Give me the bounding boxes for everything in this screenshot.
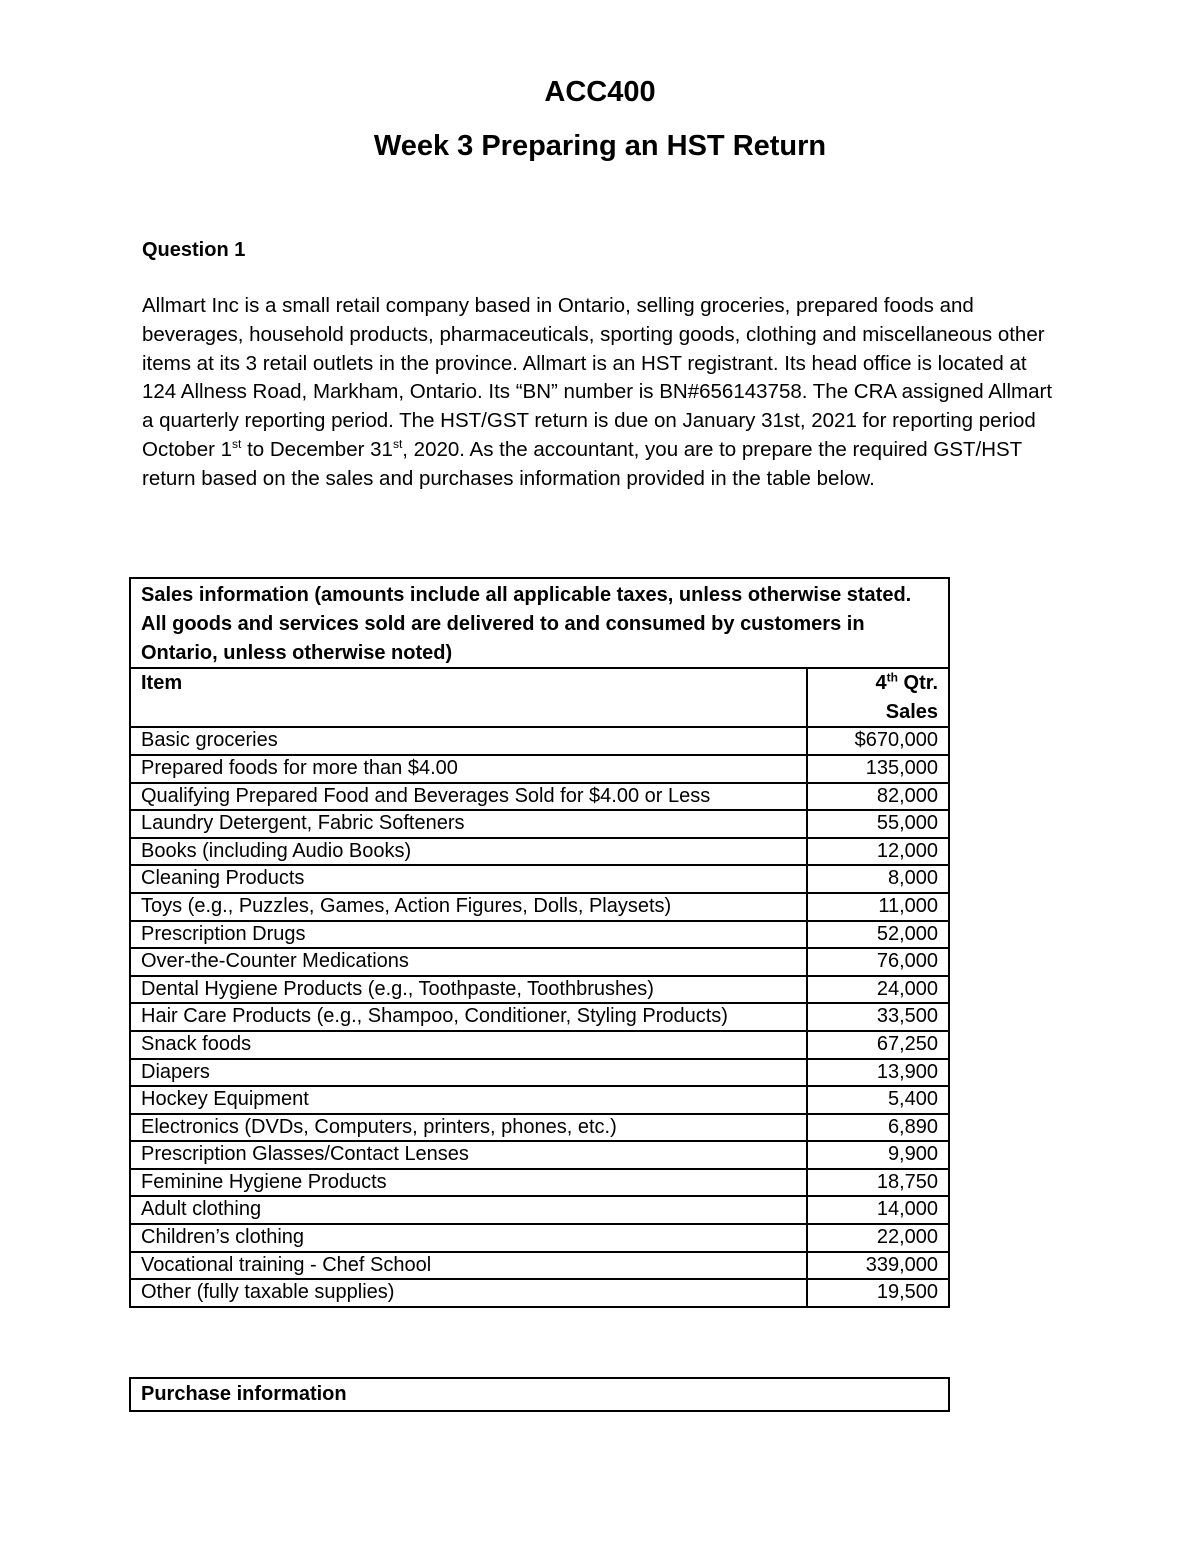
row-item: Vocational training - Chef School	[130, 1252, 807, 1280]
table-row	[130, 1086, 949, 1114]
table-row	[130, 1141, 949, 1169]
row-item: Hair Care Products (e.g., Shampoo, Conditioner, Styling Products)	[130, 1003, 807, 1031]
column-header-item: Item	[130, 668, 807, 727]
row-item: Diapers	[130, 1059, 807, 1087]
table-row	[130, 1279, 949, 1307]
paragraph-sup-1: st	[232, 437, 242, 452]
table-row	[130, 783, 949, 811]
row-amount: 76,000	[807, 948, 949, 976]
row-amount: 339,000	[807, 1252, 949, 1280]
row-amount: 14,000	[807, 1196, 949, 1224]
sales-table-header-row	[130, 578, 949, 668]
page-title: Week 3 Preparing an HST Return	[373, 130, 827, 162]
row-item: Adult clothing	[130, 1196, 807, 1224]
table-row	[130, 1252, 949, 1280]
table-row	[130, 1196, 949, 1224]
course-code: ACC400	[544, 76, 656, 108]
column-header-amount-line2: Sales	[885, 700, 938, 723]
row-amount: 8,000	[807, 865, 949, 893]
row-amount: 18,750	[807, 1169, 949, 1197]
row-item: Over-the-Counter Medications	[130, 948, 807, 976]
table-row	[130, 810, 949, 838]
row-item: Hockey Equipment	[130, 1086, 807, 1114]
row-item: Prescription Glasses/Contact Lenses	[130, 1141, 807, 1169]
row-amount: 9,900	[807, 1141, 949, 1169]
table-row	[130, 1031, 949, 1059]
row-item: Feminine Hygiene Products	[130, 1169, 807, 1197]
row-item: Snack foods	[130, 1031, 807, 1059]
row-amount: 55,000	[807, 810, 949, 838]
sales-column-header-row	[130, 668, 949, 727]
table-row	[130, 865, 949, 893]
row-amount: 52,000	[807, 921, 949, 949]
table-row	[130, 1114, 949, 1142]
row-item: Dental Hygiene Products (e.g., Toothpaste, Toothbrushes)	[130, 976, 807, 1004]
row-item: Toys (e.g., Puzzles, Games, Action Figures, Dolls, Playsets)	[130, 893, 807, 921]
question-paragraph	[142, 292, 1062, 494]
sales-table	[129, 577, 950, 1308]
table-row	[130, 948, 949, 976]
column-header-amount-sup: th	[886, 670, 898, 685]
paragraph-text-3: , 2020. As the accountant, you are to prepare the required GST/HST return based on the sales and purchases information provided in the table below.	[142, 437, 1022, 490]
column-header-amount-rest: Qtr.	[897, 672, 938, 695]
table-row	[130, 921, 949, 949]
row-item: Other (fully taxable supplies)	[130, 1279, 807, 1307]
question-label: Question 1	[142, 239, 246, 261]
row-amount: 22,000	[807, 1224, 949, 1252]
column-header-amount-num: 4	[875, 672, 887, 695]
table-row	[130, 1169, 949, 1197]
paragraph-text-1: Allmart Inc is a small retail company based in Ontario, selling groceries, prepared foods and beverages, household products, pharmaceuticals, sporting goods, clothing and miscellaneous other items at its 3 retail outlets in the province. Allmart is an HST registrant. Its head office is located at 124 Allness Road, Markham, Ontario. Its “BN” number is BN#656143758. The CRA assigned Allmart a quarterly reporting period. The HST/GST return is due on January 31st, 2021 for reporting period October 1	[142, 294, 1053, 461]
table-row	[130, 755, 949, 783]
row-amount: 11,000	[807, 893, 949, 921]
row-amount: 13,900	[807, 1059, 949, 1087]
row-amount: 24,000	[807, 976, 949, 1004]
row-amount: 82,000	[807, 783, 949, 811]
row-amount: 19,500	[807, 1279, 949, 1307]
row-item: Books (including Audio Books)	[130, 838, 807, 866]
row-item: Laundry Detergent, Fabric Softeners	[130, 810, 807, 838]
row-item: Children’s clothing	[130, 1224, 807, 1252]
purchase-table-header: Purchase information	[129, 1377, 950, 1412]
row-item: Electronics (DVDs, Computers, printers, phones, etc.)	[130, 1114, 807, 1142]
row-item: Basic groceries	[130, 727, 807, 755]
table-row	[130, 976, 949, 1004]
row-item: Cleaning Products	[130, 865, 807, 893]
column-header-amount	[807, 668, 949, 727]
table-row	[130, 1059, 949, 1087]
row-amount: 135,000	[807, 755, 949, 783]
table-row	[130, 1003, 949, 1031]
table-row	[130, 727, 949, 755]
row-amount: $670,000	[807, 727, 949, 755]
sales-table-header: Sales information (amounts include all applicable taxes, unless otherwise stated. All goods and services sold are delivered to and consumed by customers in Ontario, unless otherwise noted)	[130, 578, 949, 668]
paragraph-sup-2: st	[392, 437, 403, 452]
paragraph-text-2: to December 31	[241, 437, 393, 461]
row-amount: 6,890	[807, 1114, 949, 1142]
row-amount: 67,250	[807, 1031, 949, 1059]
row-amount: 33,500	[807, 1003, 949, 1031]
table-row	[130, 1224, 949, 1252]
row-item: Prepared foods for more than $4.00	[130, 755, 807, 783]
table-row	[130, 893, 949, 921]
row-item: Qualifying Prepared Food and Beverages Sold for $4.00 or Less	[130, 783, 807, 811]
row-amount: 5,400	[807, 1086, 949, 1114]
row-item: Prescription Drugs	[130, 921, 807, 949]
row-amount: 12,000	[807, 838, 949, 866]
table-row	[130, 838, 949, 866]
